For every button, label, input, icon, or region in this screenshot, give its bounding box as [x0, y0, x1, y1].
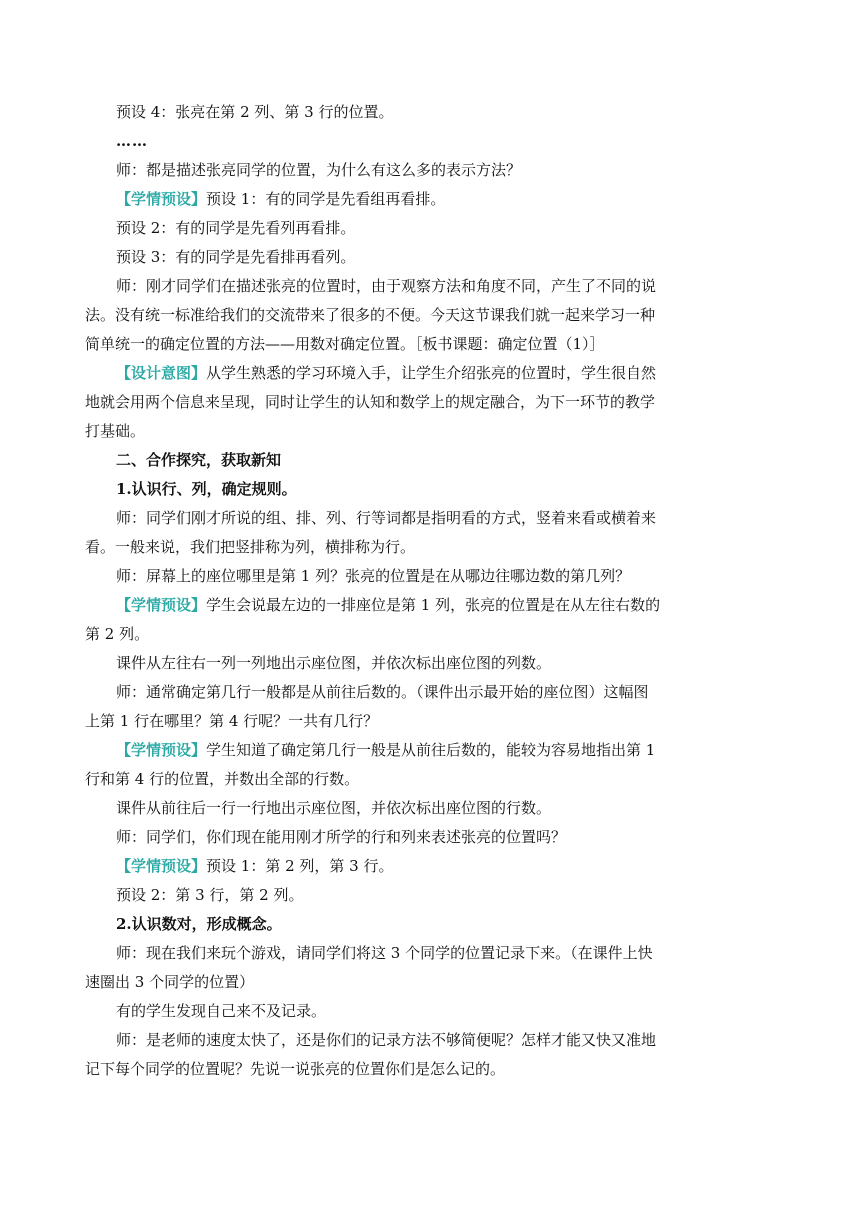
section-heading: 二、合作探究，获取新知: [116, 451, 282, 469]
paragraph-line: 师：同学们刚才所说的组、排、列、行等词都是指明看的方式，竖着来看或横着来: [116, 509, 657, 527]
paragraph: 课件从左往右一列一列地出示座位图，并依次标出座位图的列数。: [116, 654, 552, 672]
paragraph: 师：同学们，你们现在能用刚才所学的行和列来表述张亮的位置吗？: [116, 828, 567, 846]
tag-learning-preset: 【学情预设】: [116, 596, 207, 614]
paragraph: [85, 359, 661, 446]
paragraph: [116, 185, 661, 214]
paragraph-text: 从学生熟悉的学习环境入手，让学生介绍张亮的位置时，学生很自然: [206, 364, 657, 382]
paragraph-line: 师：刚才同学们在描述张亮的位置时，由于观察方法和角度不同，产生了不同的说: [116, 277, 657, 295]
paragraph-line: 师：现在我们来玩个游戏，请同学们将这 3 个同学的位置记录下来。（在课件上快: [116, 944, 653, 962]
paragraph-line: 看。一般来说，我们把竖排称为列，横排称为行。: [85, 538, 416, 556]
paragraph-line: 记下每个同学的位置呢？先说一说张亮的位置你们是怎么记的。: [85, 1060, 506, 1078]
paragraph: [85, 272, 661, 359]
paragraph-text: 预设 1：第 2 列，第 3 行。: [206, 857, 394, 875]
tag-learning-preset: 【学情预设】: [116, 857, 207, 875]
paragraph: [85, 1026, 661, 1084]
tag-learning-preset: 【学情预设】: [116, 190, 207, 208]
paragraph: [85, 678, 661, 736]
paragraph-line: 师：是老师的速度太快了，还是你们的记录方法不够简便呢？怎样才能又快又准地: [116, 1031, 657, 1049]
paragraph: 师：都是描述张亮同学的位置，为什么有这么多的表示方法？: [116, 161, 522, 179]
paragraph-line: 师：通常确定第几行一般都是从前往后数的。（课件出示最开始的座位图）这幅图: [116, 683, 649, 701]
paragraph-line: 法。没有统一标准给我们的交流带来了很多的不便。今天这节课我们就一起来学习一种: [85, 306, 656, 324]
paragraph: [85, 504, 661, 562]
paragraph: 预设 3：有的同学是先看排再看列。: [116, 248, 356, 266]
paragraph-text: 学生会说最左边的一排座位是第 1 列，张亮的位置是在从左往右数的: [206, 596, 661, 614]
paragraph-line: 速圈出 3 个同学的位置）: [85, 973, 255, 991]
paragraph-text: 学生知道了确定第几行一般是从前往后数的，能较为容易地指出第 1: [206, 741, 656, 759]
paragraph-line: 上第 1 行在哪里？第 4 行呢？一共有几行？: [85, 712, 379, 730]
paragraph-line: 第 2 列。: [85, 625, 150, 643]
paragraph-line: 行和第 4 行的位置，并数出全部的行数。: [85, 770, 360, 788]
paragraph-line: 简单统一的确定位置的方法——用数对确定位置。［板书课题：确定位置（1）］: [85, 335, 605, 353]
paragraph-text: 预设 1：有的同学是先看组再看排。: [206, 190, 446, 208]
paragraph: 预设 4：张亮在第 2 列、第 3 行的位置。: [116, 103, 394, 121]
paragraph: 有的学生发现自己来不及记录。: [116, 1002, 327, 1020]
subsection-heading: 2.认识数对，形成概念。: [116, 915, 282, 933]
paragraph-line: 地就会用两个信息来呈现，同时让学生的认知和数学上的规定融合，为下一环节的教学: [85, 393, 656, 411]
paragraph: 师：屏幕上的座位哪里是第 1 列？张亮的位置是在从哪边往哪边数的第几列？: [116, 567, 631, 585]
tag-design-intent: 【设计意图】: [116, 364, 207, 382]
paragraph: [116, 852, 661, 881]
paragraph: 预设 2：有的同学是先看列再看排。: [116, 219, 356, 237]
subsection-heading: 1.认识行、列，确定规则。: [116, 480, 297, 498]
paragraph: [85, 736, 661, 794]
ellipsis: ……: [116, 132, 148, 150]
tag-learning-preset: 【学情预设】: [116, 741, 207, 759]
paragraph: 课件从前往后一行一行地出示座位图，并依次标出座位图的行数。: [116, 799, 552, 817]
paragraph: 预设 2：第 3 行，第 2 列。: [116, 886, 304, 904]
paragraph: [85, 939, 661, 997]
document-body: [85, 98, 661, 1084]
paragraph: [85, 591, 661, 649]
paragraph-line: 打基础。: [85, 422, 146, 440]
